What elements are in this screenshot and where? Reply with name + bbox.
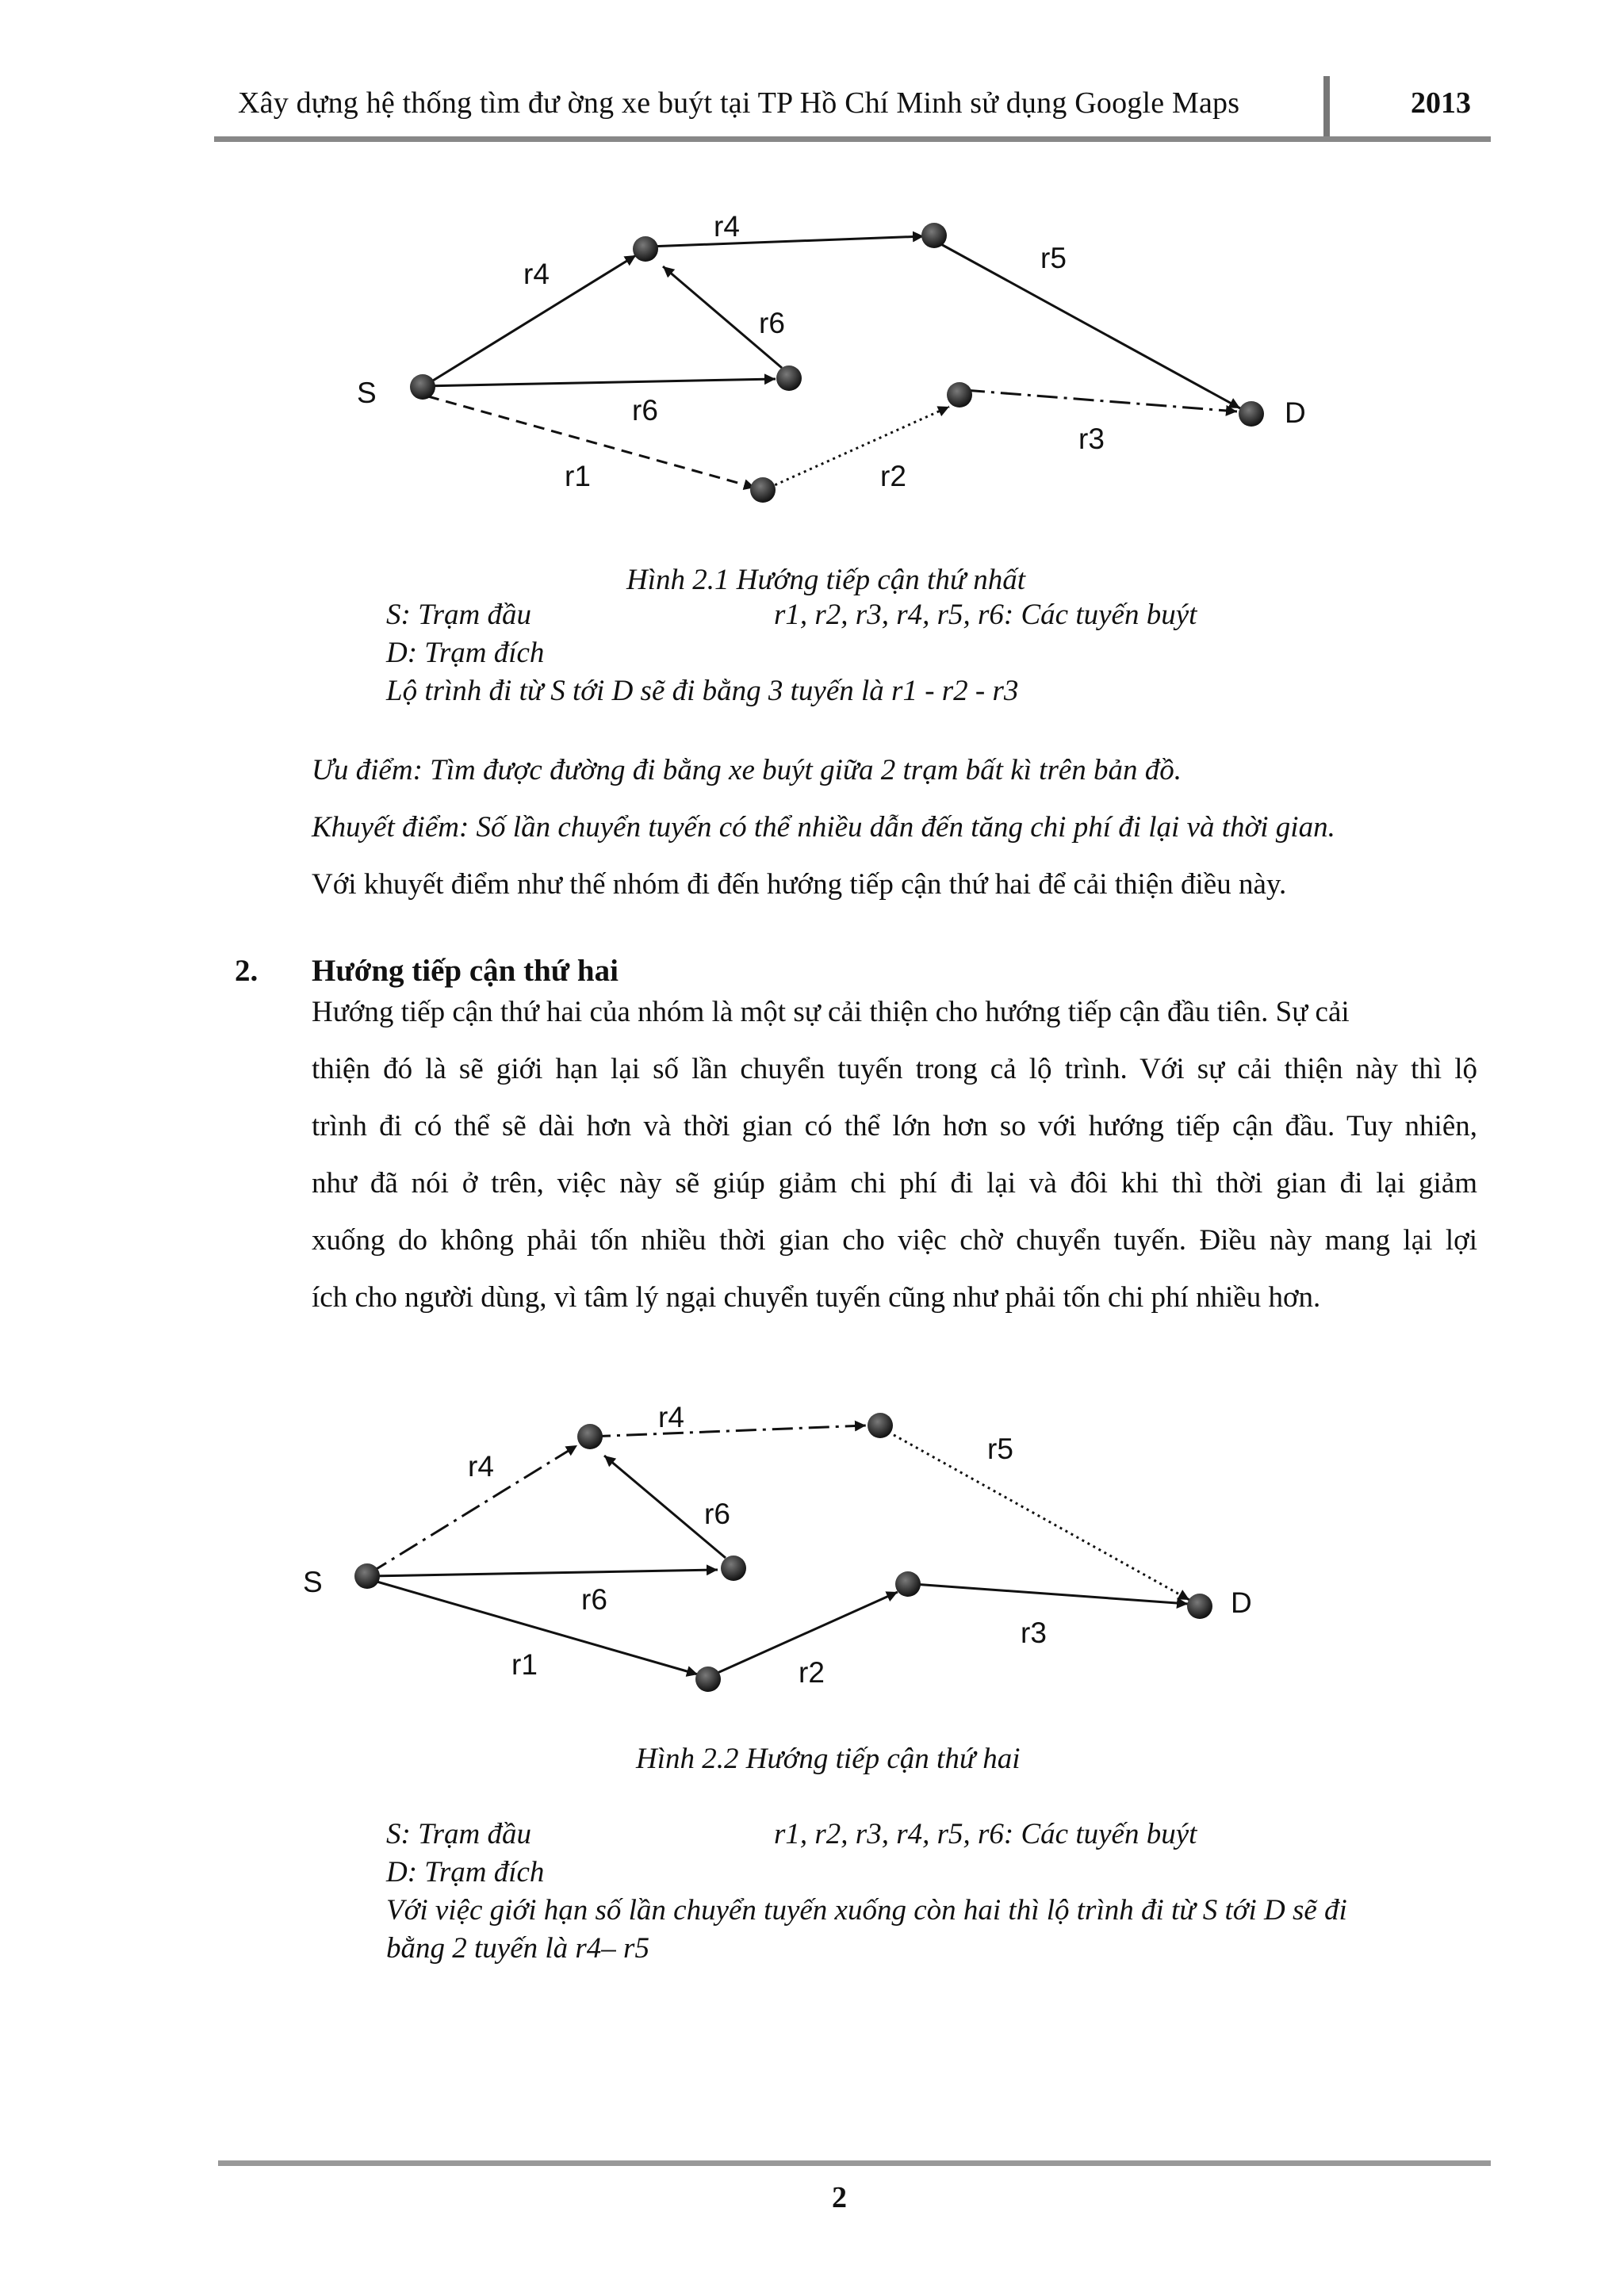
page-number: 2 (832, 2181, 847, 2214)
node2-d (1187, 1594, 1212, 1619)
label2-r5: r5 (987, 1433, 1013, 1465)
label2-r2: r2 (799, 1656, 825, 1689)
figure-2-graph (0, 1348, 1624, 1705)
edge-a-b (649, 236, 924, 247)
label2-r4-top: r4 (658, 1401, 684, 1433)
label-r4-top: r4 (714, 210, 740, 243)
figure-1-caption: Hình 2.1 Hướng tiếp cận thứ nhất (626, 564, 1026, 596)
figure-2-legend-end: D: Trạm đích (386, 1856, 545, 1888)
label-r1: r1 (565, 460, 591, 492)
paragraph-line-6: ích cho người dùng, vì tâm lý ngại chuyển tuyến cũng như phải tốn chi phí nhiều hơn. (312, 1281, 1321, 1314)
figure-2-route-note-line-1: Với việc giới hạn số lần chuyển tuyến xuống còn hai thì lộ trình đi từ S tới D sẽ đi (386, 1894, 1347, 1927)
label-r6-mid: r6 (632, 394, 658, 427)
edge2-s-c (369, 1570, 718, 1576)
figure-1-legend-start: S: Trạm đầu (386, 599, 531, 631)
paragraph-line-2: thiện đó là sẽ giới hạn lại số lần chuyển tuyến trong cả lộ trình. Với sự cải thiện này thì lộ (312, 1053, 1477, 1085)
label-r6-diag: r6 (759, 307, 785, 339)
edge-s-e (428, 396, 755, 488)
label2-r6-diag: r6 (704, 1498, 730, 1530)
edge-e-f (769, 407, 949, 488)
node-c (776, 365, 802, 391)
header-title: Xây dựng hệ thống tìm đư ờng xe buýt tại TP Hồ Chí Minh sử dụng Google Maps (238, 86, 1240, 120)
paragraph-line-5: xuống do không phải tốn nhiều thời gian cho việc chờ chuyển tuyến. Điều này mang lại lợi (312, 1224, 1477, 1257)
label2-s: S (303, 1566, 323, 1598)
figure-2-legend-start: S: Trạm đầu (386, 1818, 531, 1850)
label-r3: r3 (1078, 423, 1105, 455)
figure-1-legend-end: D: Trạm đích (386, 637, 545, 669)
label-r5: r5 (1040, 242, 1067, 274)
figure-2-caption: Hình 2.2 Hướng tiếp cận thứ hai (636, 1743, 1021, 1775)
transition-text: Với khuyết điểm như thế nhóm đi đến hướng tiếp cận thứ hai để cải thiện điều này. (312, 868, 1287, 901)
footer-rule (218, 2160, 1491, 2166)
node2-f (895, 1571, 921, 1597)
node2-c (721, 1556, 746, 1581)
node-e (750, 477, 776, 503)
label2-r4-left: r4 (468, 1450, 494, 1483)
edge2-b-d (888, 1432, 1189, 1600)
label2-r3: r3 (1021, 1617, 1047, 1649)
label2-d: D (1231, 1586, 1252, 1619)
label-r2: r2 (880, 460, 906, 492)
label-s: S (357, 377, 377, 409)
section-title: Hướng tiếp cận thứ hai (312, 954, 619, 988)
edge-f-d (964, 390, 1237, 411)
node-s (410, 374, 435, 400)
node-b (921, 223, 947, 248)
node-d (1239, 401, 1264, 427)
edge2-a-b (590, 1425, 866, 1437)
figure-1-legend-routes: r1, r2, r3, r4, r5, r6: Các tuyến buýt (774, 599, 1197, 631)
label-d: D (1285, 396, 1306, 429)
label2-r6-mid: r6 (581, 1583, 607, 1616)
node2-b (868, 1413, 893, 1438)
figure-2-route-note-line-2: bằng 2 tuyến là r4– r5 (386, 1932, 649, 1965)
edge-b-d (938, 243, 1240, 408)
node2-s (354, 1563, 380, 1589)
edge-s-c (423, 379, 776, 386)
figure-1-route-note: Lộ trình đi từ S tới D sẽ đi bằng 3 tuyến là r1 - r2 - r3 (386, 675, 1019, 707)
node-a (633, 236, 658, 262)
paragraph-line-3: trình đi có thể sẽ dài hơn và thời gian có thể lớn hơn so với hướng tiếp cận đầu. Tuy nhiên, (312, 1110, 1477, 1142)
label-r4-left: r4 (523, 258, 550, 290)
header-year: 2013 (1411, 86, 1471, 120)
figure-1-graph (0, 0, 1624, 555)
node2-e (695, 1667, 721, 1692)
paragraph-line-1: Hướng tiếp cận thứ hai của nhóm là một sự cải thiện cho hướng tiếp cận đầu tiên. Sự cải (312, 996, 1350, 1028)
node-f (947, 382, 972, 408)
node2-a (577, 1424, 603, 1449)
advantage-text: Ưu điểm: Tìm được đường đi bằng xe buýt giữa 2 trạm bất kì trên bản đồ. (312, 754, 1182, 786)
label2-r1: r1 (511, 1648, 538, 1681)
section-number: 2. (235, 954, 259, 988)
disadvantage-text: Khuyết điểm: Số lần chuyển tuyến có thể nhiều dẫn đến tăng chi phí đi lại và thời gian. (312, 811, 1335, 844)
paragraph-line-4: như đã nói ở trên, việc này sẽ giúp giảm chi phí đi lại và đôi khi thì thời gian đi lại giảm (312, 1167, 1477, 1200)
figure-2-legend-routes: r1, r2, r3, r4, r5, r6: Các tuyến buýt (774, 1818, 1197, 1850)
edge2-f-d (914, 1584, 1188, 1604)
